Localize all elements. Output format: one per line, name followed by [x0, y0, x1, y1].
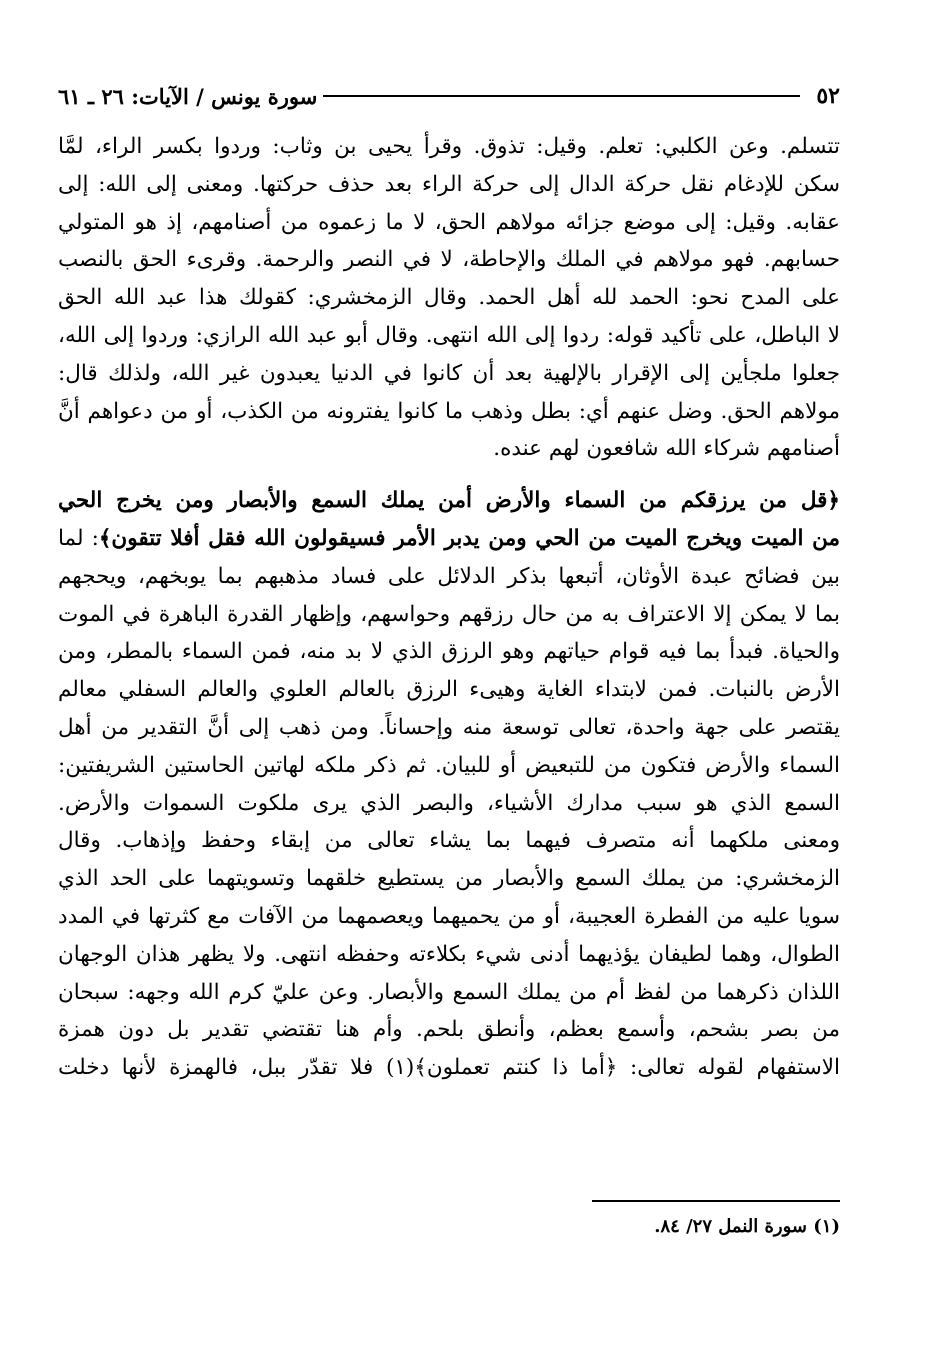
text-line: بين فضائح عبدة الأوثان، أتبعها بذكر الدلائل على فساد مذهبهم بما يوبخهم، ويحجهم — [58, 563, 840, 589]
page-body — [58, 128, 840, 1087]
text-line — [58, 482, 840, 520]
text-line: اللذان ذكرهما من لفظ أم من يملك السمع والأبصار. وعن عليّ كرم الله وجهه: سبحان — [58, 979, 840, 1005]
commentary-text: : لما — [58, 525, 99, 551]
footnote-rule — [592, 1200, 840, 1202]
text-line: عقابه. وقيل: إلى موضع جزائه مولاهم الحق، لا ما زعموه من أصنامهم، إذ هو المتولي — [58, 209, 840, 235]
text-line: لا الباطل، على تأكيد قوله: ردوا إلى الله انتهى. وقال أبو عبد الله الرازي: وردوا إلى الله، — [58, 322, 840, 348]
text-line: الطوال، وهما لطيفان يؤذيهما أدنى شيء بكلاءته وحفظه انتهى. ولا يظهر هذان الوجهان — [58, 941, 840, 967]
text-line: الزمخشري: من يملك السمع والأبصار من يستطيع خلقهما وتسويتهما على الحد الذي — [58, 866, 840, 892]
text-line: من بصر بشحم، وأسمع بعظم، وأنطق بلحم. وأم هنا تقتضي تقدير بل دون همزة — [58, 1017, 840, 1043]
text-line: السمع الذي هو سبب مدارك الأشياء، والبصر الذي يرى ملكوت السموات والأرض. — [58, 790, 840, 816]
header-rule — [323, 95, 800, 97]
running-title: سورة يونس / الآيات: ٢٦ ـ ٦١ — [58, 83, 318, 109]
text-line: حسابهم. فهو مولاهم في الملك والإحاطة، لا في النصر والرحمة. وقرىء الحق بالنصب — [58, 247, 840, 273]
text-line: على المدح نحو: الحمد لله أهل الحمد. وقال الزمخشري: كقولك هذا عبد الله الحق — [58, 285, 840, 311]
text-line: أصنامهم شركاء الله شافعون لهم عنده. — [493, 436, 840, 462]
text-line: تتسلم. وعن الكلبي: تعلم. وقيل: تذوق. وقرأ يحيى بن وثاب: وردوا بكسر الراء، لمَّا — [58, 134, 840, 159]
paragraph-gap — [58, 468, 840, 482]
quran-verse-text: من الميت ويخرج الميت من الحي ومن يدبر الأمر فسيقولون الله فقل أفلا تتقون﴾ — [98, 525, 840, 551]
text-line: بما لا يمكن إلا الاعتراف به من حال رزقهم وحواسهم، وإظهار القدرة الباهرة في الموت — [58, 601, 840, 627]
paragraph-1 — [58, 128, 840, 468]
text-line: يقتصر على جهة واحدة، تعالى توسعة منه وإحساناً. ومن ذهب إلى أنَّ التقدير من أهل — [58, 714, 840, 740]
text-line: سكن للإدغام نقل حركة الدال إلى حركة الراء بعد حذف حركتها. ومعنى إلى الله: إلى — [58, 171, 840, 197]
text-line: مولاهم الحق. وضل عنهم أي: بطل وذهب ما كانوا يفترونه من الكذب، أو من دعواهم أنَّ — [58, 398, 840, 424]
text-line: الاستفهام لقوله تعالى: ﴿أما ذا كنتم تعملون﴾(١) فلا تقدّر ببل، فالهمزة لأنها دخلت — [58, 1055, 840, 1081]
paragraph-2 — [58, 482, 840, 1087]
text-line: جعلوا ملجأين إلى الإقرار بالإلهية بعد أن كانوا في الدنيا يعبدون غير الله، ولذلك قال: — [58, 360, 840, 386]
text-line: الأرض بالنبات. فمن لابتداء الغاية وهيىء الرزق بالعالم العلوي والعالم السفلي معالم — [58, 677, 840, 703]
text-line: سويا عليه من الفطرة العجيبة، أو من يحميهما ويعصمهما من الآفات مع كثرتها في المدد — [58, 903, 840, 929]
text-line — [58, 520, 840, 558]
text-line: والحياة. فبدأ بما فيه قوام حياتهم وهو الرزق الذي لا بد منه، فمن السماء بالمطر، ومن — [58, 639, 840, 665]
text-line: السماء والأرض فتكون من للتبعيض أو للبيان. ثم ذكر ملكه لهاتين الحاستين الشريفتين: — [58, 752, 840, 778]
quran-verse-text: ﴿قل من يرزقكم من السماء والأرض أمن يملك السمع والأبصار ومن يخرج الحي — [58, 488, 840, 514]
text-line: ومعنى ملكهما أنه متصرف فيهما بما يشاء تعالى من إبقاء وحفظ وإذهاب. وقال — [58, 828, 840, 854]
page-number: ٥٢ — [816, 83, 840, 109]
page-header — [58, 78, 840, 114]
footnote: (١) سورة النمل ٢٧/ ٨٤. — [654, 1216, 840, 1237]
